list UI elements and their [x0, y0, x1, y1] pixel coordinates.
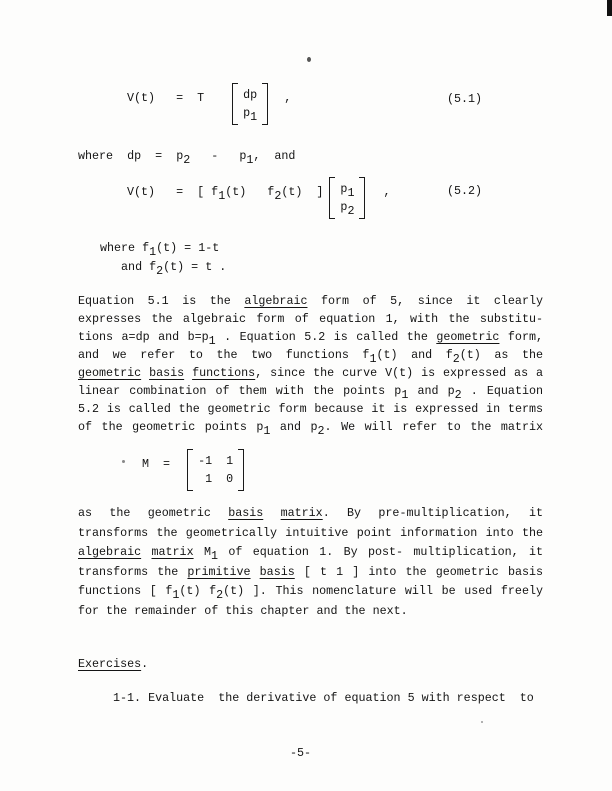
subscript: 1: [210, 549, 218, 563]
text-segment: V(t) = T: [127, 91, 205, 105]
text-line: [78, 364, 543, 382]
column-matrix-dp-p1: [232, 83, 268, 125]
text-segment: [141, 366, 149, 380]
text-segment: of equation 1. By post- multiplication, it: [217, 545, 544, 559]
text-segment: [251, 565, 260, 579]
text-segment: M =: [142, 457, 171, 471]
underlined-term: matrix: [151, 545, 194, 559]
equation-5-2-lhs: [127, 182, 323, 202]
equation-5-2: [127, 182, 390, 219]
text-segment: dp: [243, 88, 258, 102]
text-segment: (t) ]. This nomenclature will be used freely: [223, 584, 543, 598]
matrix-body: [238, 83, 262, 125]
text-segment: , since the curve V(t) is expressed as a: [255, 366, 544, 380]
text-segment: and we refer to the two functions f: [78, 348, 370, 362]
matrix-row: [198, 470, 233, 488]
underlined-term: Exercises: [78, 657, 142, 671]
scan-speck: [307, 57, 311, 62]
text-segment: form of 5, since it clearly: [307, 294, 543, 308]
text-segment: , and: [253, 149, 296, 163]
text-line: [100, 258, 400, 277]
text-segment: tions a=dp and b=p: [78, 330, 209, 344]
text-segment: and p: [270, 420, 318, 434]
matrix-row: [243, 86, 257, 104]
text-segment: . We will refer to the matrix: [324, 420, 543, 434]
subscript: 1: [218, 189, 226, 203]
text-segment: (t) and f: [376, 348, 453, 362]
subscript: 1: [149, 245, 157, 259]
text-segment: where dp = p: [78, 149, 184, 163]
where-dp-line: [78, 146, 295, 166]
text-segment: 1-1. Evaluate the derivative of equation 5 with respect to: [113, 691, 534, 705]
matrix-bracket-right: [238, 449, 244, 491]
text-segment: functions [ f: [78, 584, 173, 598]
where-f-definitions: [100, 239, 400, 277]
matrix-row: [198, 452, 233, 470]
equation-5-1: [127, 88, 291, 125]
underlined-term: geometric: [436, 330, 500, 344]
underlined-term: algebraic: [244, 294, 308, 308]
text-segment: [141, 545, 151, 559]
text-segment: [263, 506, 280, 520]
text-line: [100, 239, 400, 258]
text-line: [78, 563, 543, 583]
subscript: 2: [216, 588, 224, 602]
text-line: [78, 524, 543, 544]
matrix-row: [340, 198, 354, 216]
text-segment: transforms the: [78, 564, 188, 579]
exercise-item-1-1: [113, 688, 534, 708]
geometric-basis-matrix: [187, 449, 244, 491]
equation-5-1-lhs: [127, 88, 204, 108]
subscript: 2: [156, 264, 164, 278]
text-line: [78, 543, 543, 563]
equation-number-5-2: (5.2): [447, 184, 483, 198]
underlined-term: functions: [192, 366, 256, 380]
text-segment: . Equation: [461, 384, 543, 398]
text-segment: p: [340, 182, 348, 196]
equation-number-5-1: (5.1): [447, 92, 483, 106]
subscript: 1: [369, 352, 377, 366]
text-line: [78, 400, 543, 418]
text-segment: where f: [100, 241, 150, 255]
text-segment: transforms the geometrically intuitive point information into the: [78, 525, 543, 540]
underlined-term: matrix: [280, 506, 323, 520]
underlined-term: basis: [228, 506, 264, 520]
underlined-term: algebraic: [78, 545, 142, 559]
scan-speck: [481, 721, 483, 723]
text-line: [78, 382, 543, 400]
paragraph-basis-matrix: [78, 504, 543, 621]
text-segment: (t) as the: [459, 348, 544, 362]
subscript: 1: [347, 186, 355, 200]
text-segment: as the geometric: [78, 506, 229, 520]
underlined-term: basis: [149, 366, 185, 380]
subscript: 2: [183, 153, 191, 167]
text-segment: (t) ]: [281, 185, 324, 199]
subscript: 2: [347, 204, 355, 218]
text-line: [78, 504, 543, 524]
text-segment: and f: [100, 260, 157, 274]
subscript: 1: [246, 153, 254, 167]
text-segment: . By pre-multiplication, it: [322, 506, 544, 520]
text-segment: [ t 1 ] into the geometric basis: [294, 564, 544, 579]
text-line: [78, 292, 543, 310]
text-line: [78, 582, 543, 602]
text-segment: 5.2 is called the geometric form because it is expressed in terms: [78, 402, 543, 416]
text-segment: (t) f: [225, 185, 275, 199]
scan-speck: [122, 460, 125, 463]
text-segment: and p: [408, 384, 455, 398]
scan-edge-mark: [607, 0, 612, 16]
text-segment: - p: [190, 149, 247, 163]
text-segment: for the remainder of this chapter and the next.: [78, 603, 408, 618]
text-segment: linear combination of them with the points p: [78, 384, 402, 398]
text-segment: -1 1: [198, 454, 234, 468]
text-segment: (t) f: [179, 584, 217, 598]
matrix-body: [193, 449, 238, 491]
subscript: 1: [401, 388, 409, 402]
matrix-bracket-right: [262, 83, 268, 125]
paragraph-algebraic-geometric-forms: [78, 292, 543, 436]
text-segment: (t) = 1-t: [156, 241, 220, 255]
subscript: 2: [274, 189, 282, 203]
text-line: [78, 346, 543, 364]
text-segment: (t) = t .: [163, 260, 227, 274]
subscript: 1: [208, 334, 216, 348]
matrix-body: [335, 177, 359, 219]
text-segment: [184, 366, 192, 380]
page-number: -5-: [290, 746, 312, 760]
text-segment: V(t) = [ f: [127, 185, 219, 199]
column-matrix-p1-p2: [329, 177, 365, 219]
text-segment: of the geometric points p: [78, 420, 264, 434]
text-segment: expresses the algebraic form of equation 1, with the substitu-: [78, 312, 543, 326]
matrix-m-lhs: [142, 454, 170, 474]
underlined-term: primitive: [187, 564, 251, 579]
text-segment: . Equation 5.2 is called the: [215, 330, 437, 344]
subscript: 1: [263, 424, 271, 438]
subscript: 2: [452, 352, 460, 366]
equation-comma: ,: [383, 185, 391, 199]
text-segment: M: [193, 545, 211, 559]
exercises-heading: [78, 654, 148, 674]
matrix-row: [340, 180, 354, 198]
matrix-bracket-right: [359, 177, 365, 219]
text-segment: 1 0: [198, 472, 234, 486]
text-line: [78, 602, 543, 622]
equation-comma: ,: [284, 91, 292, 105]
matrix-m-equation: [142, 454, 244, 491]
subscript: 2: [317, 424, 325, 438]
subscript: 1: [172, 588, 180, 602]
text-segment: .: [141, 657, 149, 671]
text-line: [78, 310, 543, 328]
underlined-term: geometric: [78, 366, 142, 380]
text-segment: p: [243, 106, 251, 120]
matrix-row: [243, 104, 257, 122]
subscript: 1: [250, 110, 258, 124]
underlined-term: basis: [259, 564, 295, 579]
text-segment: Equation 5.1 is the: [78, 294, 245, 308]
text-line: [78, 418, 543, 436]
subscript: 2: [454, 388, 462, 402]
text-segment: p: [340, 200, 348, 214]
text-segment: form,: [499, 330, 543, 344]
text-line: [78, 328, 543, 346]
